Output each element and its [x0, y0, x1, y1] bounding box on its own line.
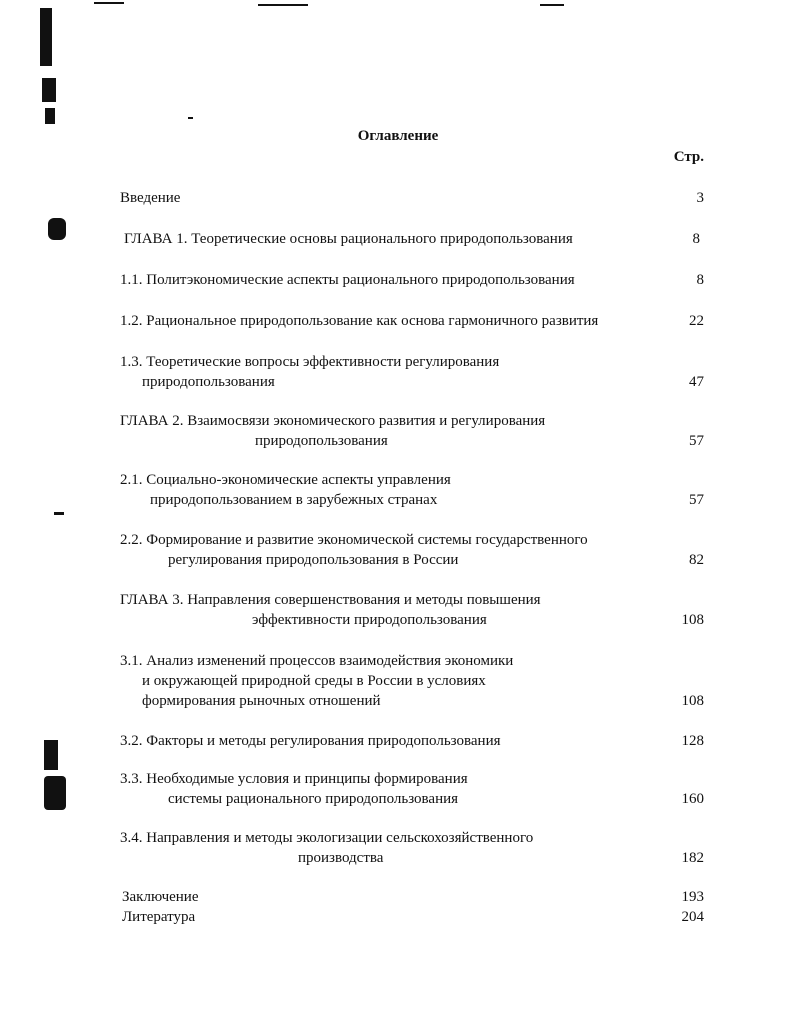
toc-entry[interactable]	[120, 590, 704, 630]
scan-mark	[94, 2, 124, 4]
toc-entry[interactable]	[120, 828, 704, 868]
scan-mark	[48, 218, 66, 240]
page-column-header: Стр.	[673, 149, 704, 165]
toc-entry[interactable]	[120, 470, 704, 510]
toc-entry-page: 3	[696, 190, 704, 206]
toc-entry-page: 128	[681, 733, 704, 749]
toc-entry-text: Заключение	[122, 889, 199, 905]
toc-entry[interactable]	[122, 887, 704, 907]
toc-entry-page: 108	[681, 693, 704, 709]
toc-entry-text: 3.1. Анализ изменений процессов взаимодействия экономики	[120, 653, 514, 669]
scan-mark	[45, 108, 55, 124]
toc-entry-page: 22	[689, 313, 704, 329]
scan-mark	[188, 117, 193, 119]
toc-entry-page: 182	[681, 850, 704, 866]
toc-entry[interactable]	[122, 907, 704, 927]
toc-entry-page: 160	[681, 791, 704, 807]
toc-entry[interactable]	[120, 651, 704, 711]
toc-entry-text: 3.3. Необходимые условия и принципы формирования	[120, 771, 468, 787]
toc-entry-page: 8	[692, 231, 700, 247]
scan-mark	[258, 4, 308, 6]
toc-entry-text: 2.1. Социально-экономические аспекты управления	[120, 472, 451, 488]
toc-entry-text: 2.2. Формирование и развитие экономической системы государственного	[120, 532, 588, 548]
toc-entry-text: природопользованием в зарубежных странах	[150, 492, 438, 508]
toc-entry-text: 3.2. Факторы и методы регулирования природопользования	[120, 733, 501, 749]
toc-entry[interactable]	[120, 411, 704, 451]
toc-entry-text: эффективности природопользования	[252, 612, 487, 628]
toc-entry[interactable]	[120, 270, 704, 290]
toc-entry-page: 8	[696, 272, 704, 288]
toc-entry-text: ГЛАВА 3. Направления совершенствования и методы повышения	[120, 592, 541, 608]
toc-entry-page: 57	[689, 433, 704, 449]
toc-entry[interactable]	[120, 352, 704, 392]
scan-mark	[42, 78, 56, 102]
toc-entry-page: 47	[689, 374, 704, 390]
toc-entry-page: 57	[689, 492, 704, 508]
toc-entry-text: производства	[298, 850, 384, 866]
toc-entry-text: регулирования природопользования в России	[168, 552, 459, 568]
toc-entry[interactable]	[120, 769, 704, 809]
toc-entry[interactable]	[120, 731, 704, 751]
toc-entry-text: Введение	[120, 190, 181, 206]
toc-entry[interactable]	[120, 530, 704, 570]
toc-entry-text: формирования рыночных отношений	[142, 693, 381, 709]
toc-entry[interactable]	[124, 229, 700, 249]
scan-mark	[54, 512, 64, 515]
toc-entry-text: природопользования	[255, 433, 388, 449]
toc-entry-text: природопользования	[142, 374, 275, 390]
toc-entry-text: Литература	[122, 909, 196, 925]
toc-entry-text: ГЛАВА 2. Взаимосвязи экономического развития и регулирования	[120, 413, 546, 429]
toc-entry-text: 3.4. Направления и методы экологизации сельскохозяйственного	[120, 830, 534, 846]
toc-entry-page: 193	[681, 889, 704, 905]
scan-mark	[540, 4, 564, 6]
scan-mark	[40, 8, 52, 66]
scan-mark	[44, 776, 66, 810]
toc-entry-page: 108	[681, 612, 704, 628]
toc-entry-page: 204	[681, 909, 704, 925]
toc-entry[interactable]	[120, 188, 704, 208]
toc-entry[interactable]	[120, 311, 704, 331]
page-title: Оглавление	[357, 128, 439, 144]
toc-entry-text: 1.2. Рациональное природопользование как основа гармоничного развития	[120, 313, 599, 329]
toc-entry-text: 1.3. Теоретические вопросы эффективности регулирования	[120, 354, 500, 370]
scan-mark	[44, 740, 58, 770]
toc-entry-text: системы рационального природопользования	[168, 791, 459, 807]
toc-entry-text: 1.1. Политэкономические аспекты рационального природопользования	[120, 272, 575, 288]
toc-entry-text: и окружающей природной среды в России в условиях	[142, 673, 486, 689]
toc-entry-text: ГЛАВА 1. Теоретические основы рационального природопользования	[124, 231, 573, 247]
toc-entry-page: 82	[689, 552, 704, 568]
